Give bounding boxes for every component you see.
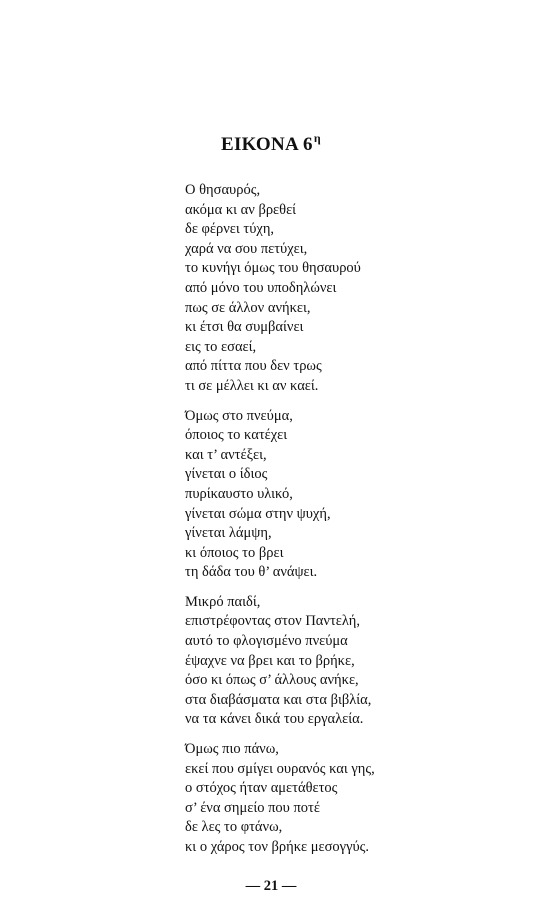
poem-line: γίνεται ο ίδιος	[185, 466, 268, 483]
poem-line: κι έτσι θα συμβαίνει	[185, 319, 304, 336]
poem-line: τι σε μέλλει κι αν καεί.	[185, 377, 319, 394]
poem-line: χαρά να σου πετύχει,	[185, 240, 308, 257]
poem-line: από πίττα που δεν τρως	[185, 358, 322, 375]
page-number: — 21 —	[245, 878, 297, 894]
poem-line: τη δάδα του θ’ ανάψει.	[185, 564, 318, 581]
poem-line: πως σε άλλον ανήκει,	[185, 299, 311, 316]
poem-line: δε φέρνει τύχη,	[185, 221, 275, 238]
poem-line: όποιος το κατέχει	[185, 427, 288, 444]
poem-line: γίνεται σώμα στην ψυχή,	[185, 505, 331, 522]
poem-line: στα διαβάσματα και στα βιβλία,	[185, 691, 372, 708]
poem-line: εις το εσαεί,	[185, 338, 257, 355]
poem-line: από μόνο του υποδηλώνει	[185, 279, 337, 296]
poem-line: πυρίκαυστο υλικό,	[185, 485, 293, 502]
poem-line: όσο κι όπως σ’ άλλους ανήκε,	[185, 672, 359, 689]
stanza	[185, 740, 375, 858]
poem-line: επιστρέφοντας στον Παντελή,	[185, 613, 360, 630]
poem-line: Όμως πιο πάνω,	[185, 741, 279, 758]
poem-line: Ο θησαυρός,	[185, 182, 261, 198]
poem-body	[185, 181, 375, 868]
page-title	[0, 131, 542, 156]
poem-line: το κυνήγι όμως του θησαυρού	[185, 260, 361, 277]
stanza	[185, 181, 375, 397]
poem-line: εκεί που σμίγει ουρανός και γης,	[185, 760, 375, 777]
poem-line: κι όποιος το βρει	[185, 544, 284, 561]
poem-line: σ’ ένα σημείο που ποτέ	[185, 799, 320, 816]
poem-line: γίνεται λάμψη,	[185, 525, 272, 542]
poem-line: έψαχνε να βρει και το βρήκε,	[185, 652, 355, 669]
poem-line: ακόμα κι αν βρεθεί	[185, 201, 297, 218]
poem-line: και τ’ αντέξει,	[185, 446, 267, 463]
stanza	[185, 593, 375, 730]
title-superscript: η	[313, 131, 321, 145]
poem-line: κι ο χάρος τον βρήκε μεσογγύς.	[185, 839, 370, 855]
poem-line: ο στόχος ήταν αμετάθετος	[185, 780, 338, 797]
poem-line: να τα κάνει δικά του εργαλεία.	[185, 711, 364, 728]
poem-line: Όμως στο πνεύμα,	[185, 407, 293, 424]
poem-line: Μικρό παιδί,	[185, 593, 261, 610]
stanza	[185, 407, 375, 583]
poem-line: δε λες το φτάνω,	[185, 819, 283, 836]
poem-line: αυτό το φλογισμένο πνεύμα	[185, 633, 348, 650]
title-text: ΕΙΚΟΝΑ 6	[221, 134, 313, 155]
